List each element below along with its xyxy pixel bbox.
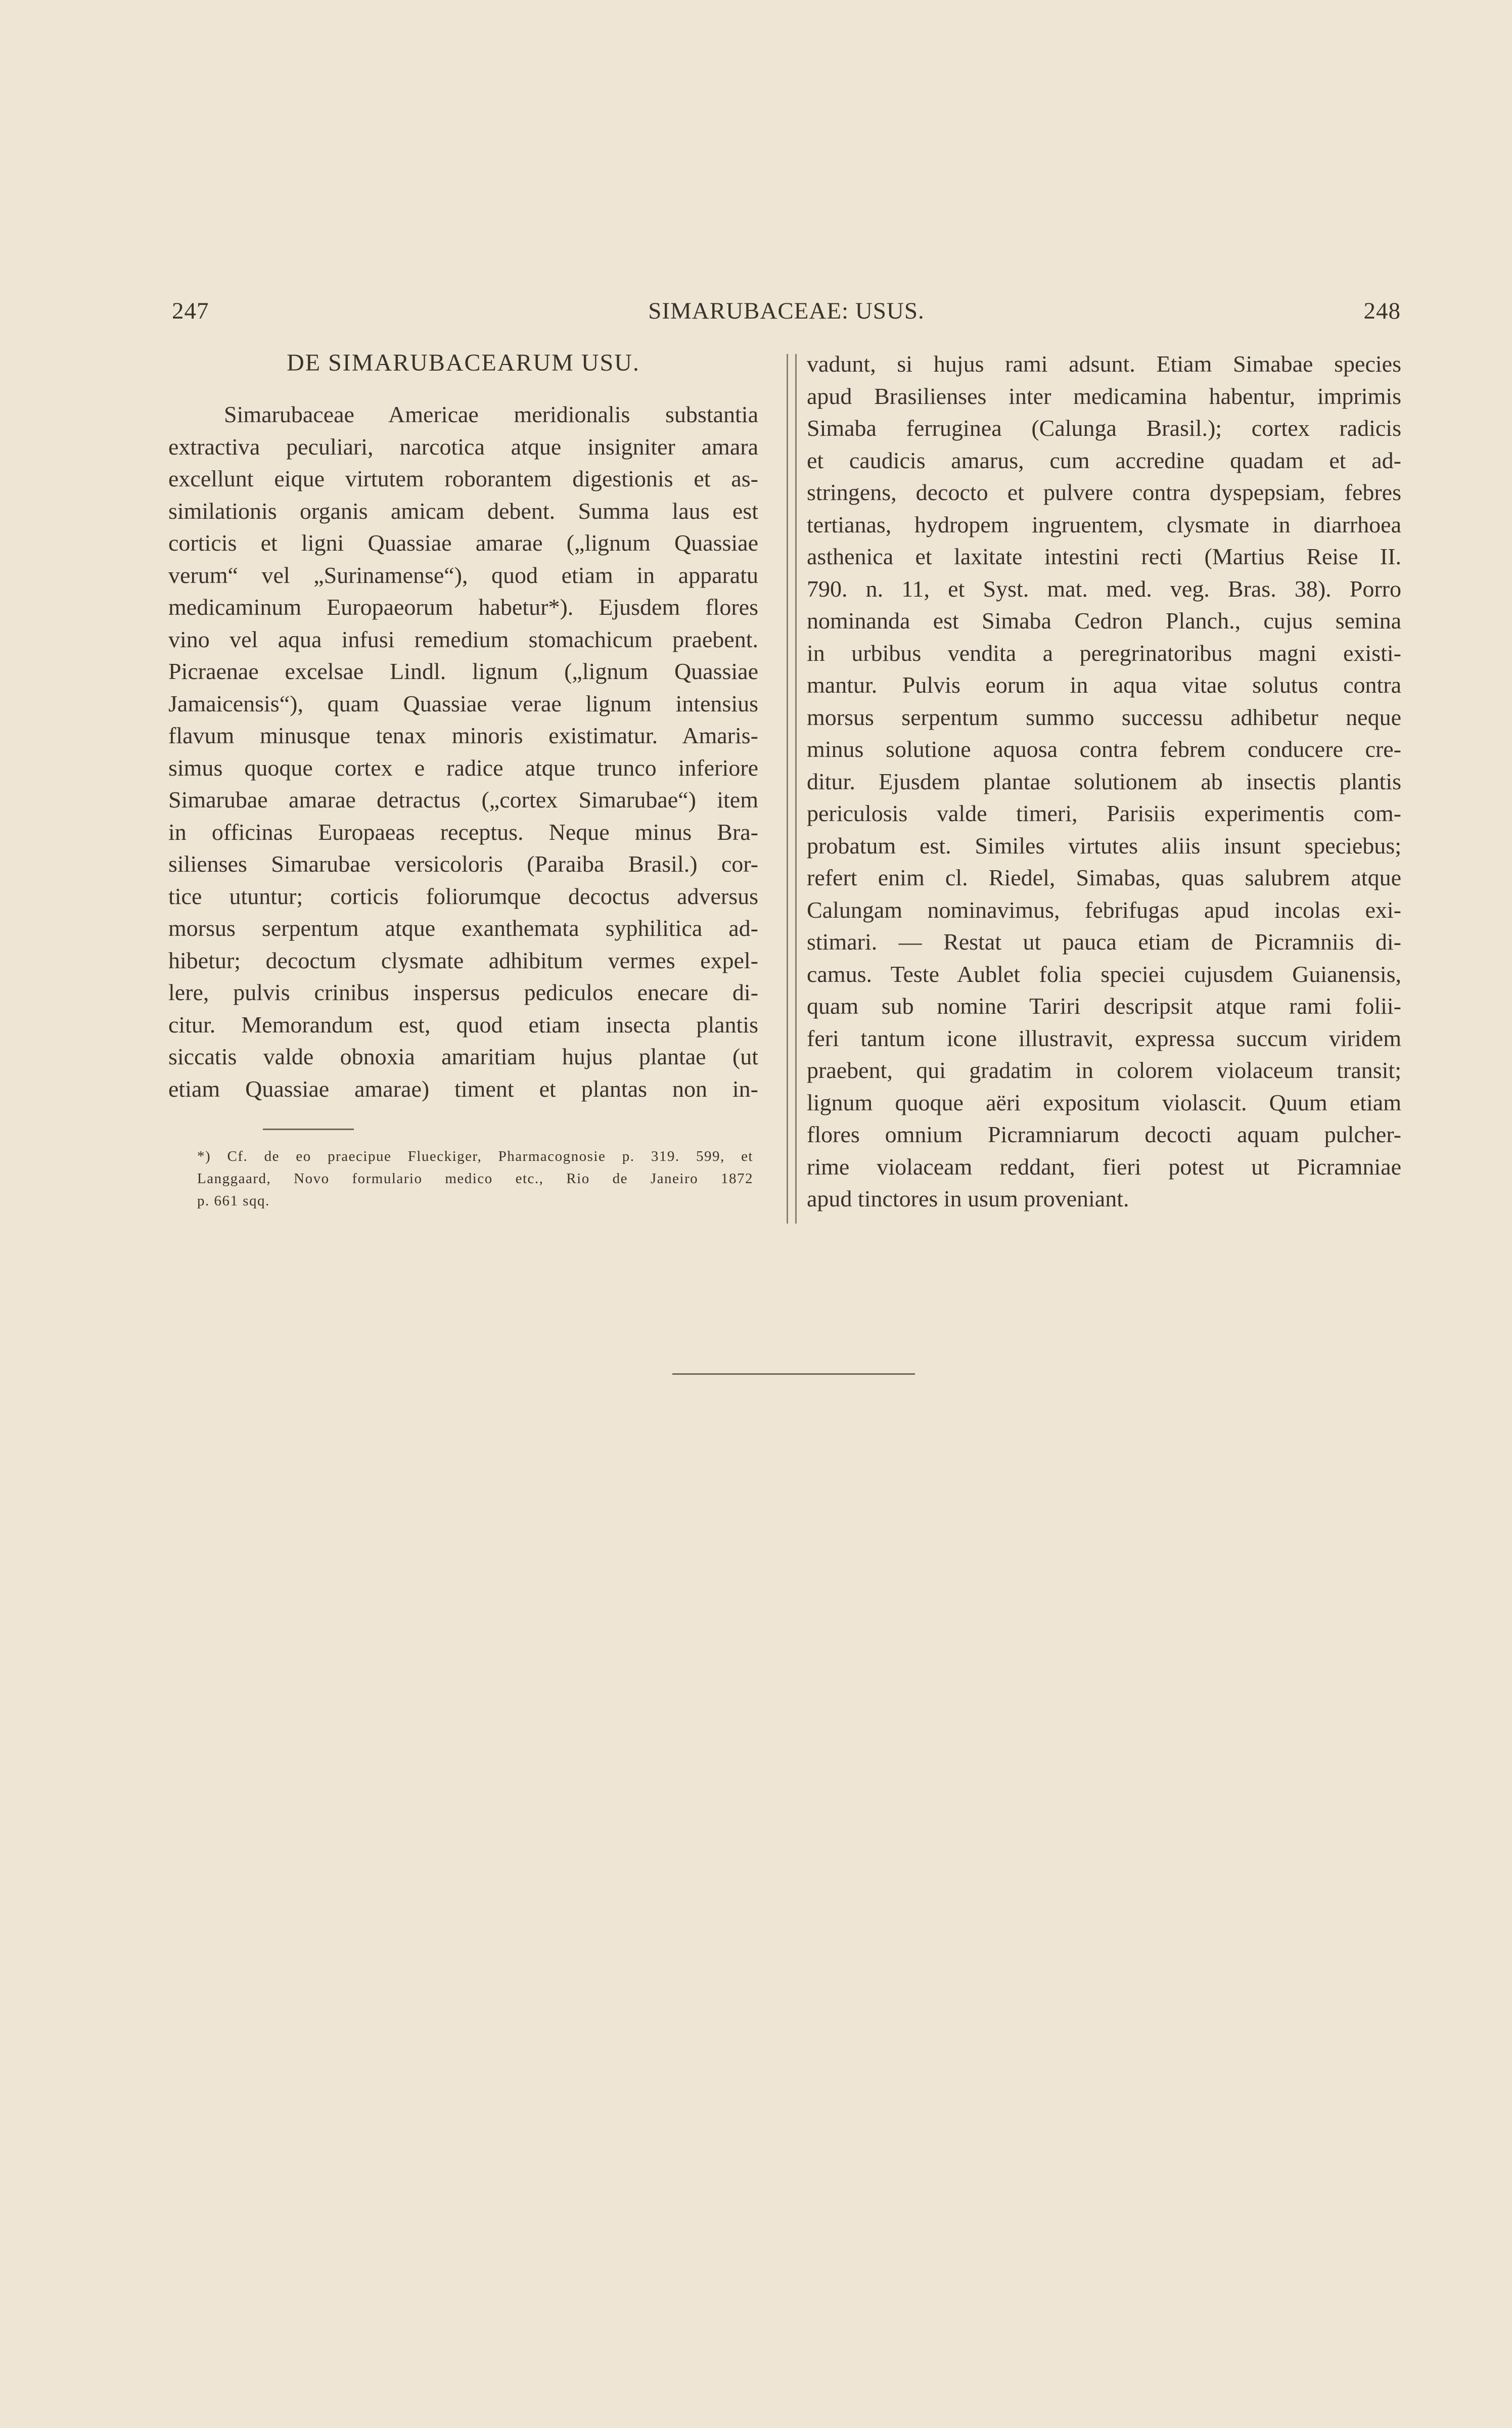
text-line: apud Brasilienses inter medicamina habentur, imprimis xyxy=(807,383,1401,409)
footnote-line: p. 661 sqq. xyxy=(197,1193,270,1209)
text-line: in urbibus vendita a peregrinatoribus magni existi- xyxy=(807,640,1401,666)
text-line: flores omnium Picramniarum decocti aquam pulcher- xyxy=(807,1121,1401,1147)
text-line: siccatis valde obnoxia amaritiam hujus plantae (ut xyxy=(168,1044,758,1069)
text-line: periculosis valde timeri, Parisiis experimentis com- xyxy=(807,800,1401,826)
text-line: stimari. — Restat ut pauca etiam de Picramniis di- xyxy=(807,929,1401,955)
end-rule xyxy=(672,1373,915,1375)
text-line: vadunt, si hujus rami adsunt. Etiam Simabae species xyxy=(807,351,1401,377)
text-line: 790. n. 11, et Syst. mat. med. veg. Bras. 38). Porro xyxy=(807,575,1401,602)
column-divider xyxy=(787,354,797,1224)
text-line: ditur. Ejusdem plantae solutionem ab insectis plantis xyxy=(807,768,1401,794)
text-line: extractiva peculiari, narcotica atque insigniter amara xyxy=(168,433,758,460)
text-line: probatum est. Similes virtutes aliis insunt speciebus; xyxy=(807,832,1401,859)
text-line: corticis et ligni Quassiae amarae („lignum Quassiae xyxy=(168,530,758,556)
text-line: medicaminum Europaeorum habetur*). Ejusdem flores xyxy=(168,594,758,620)
text-line: flavum minusque tenax minoris existimatur. Amaris- xyxy=(168,723,758,748)
text-line: refert enim cl. Riedel, Simabas, quas salubrem atque xyxy=(807,865,1401,890)
left-column xyxy=(168,348,758,1105)
text-line: similationis organis amicam debent. Summa laus est xyxy=(168,498,758,524)
footnote-line: Langgaard, Novo formulario medico etc., Rio de Janeiro 1872 xyxy=(197,1171,753,1187)
text-line: in officinas Europaeas receptus. Neque minus Bra- xyxy=(168,819,758,845)
text-line: lignum quoque aëri expositum violascit. Quum etiam xyxy=(807,1089,1401,1115)
footnote-rule xyxy=(263,1129,354,1130)
text-line: tertianas, hydropem ingruentem, clysmate in diarrhoea xyxy=(807,511,1401,537)
footnote-line: *) Cf. de eo praecipue Flueckiger, Pharmacognosie p. 319. 599, et xyxy=(197,1148,753,1164)
text-line: nominanda est Simaba Cedron Planch., cujus semina xyxy=(807,608,1401,634)
text-line: etiam Quassiae amarae) timent et plantas non in- xyxy=(168,1075,758,1102)
text-line: camus. Teste Aublet folia speciei cujusdem Guianensis, xyxy=(807,961,1401,987)
text-line: tice utuntur; corticis foliorumque decoctus adversus xyxy=(168,883,758,909)
body-paragraph xyxy=(807,348,1401,1215)
page-number-left: 247 xyxy=(172,298,209,324)
text-line: et caudicis amarus, cum accredine quadam et ad- xyxy=(807,447,1401,473)
body-paragraph xyxy=(168,398,758,1105)
text-line: quam sub nomine Tariri descripsit atque rami folii- xyxy=(807,993,1401,1019)
right-column xyxy=(807,348,1401,1215)
text-line: asthenica et laxitate intestini recti (Martius Reise II. xyxy=(807,544,1401,569)
text-line: lere, pulvis crinibus inspersus pediculos enecare di- xyxy=(168,979,758,1005)
text-line: Calungam nominavimus, febrifugas apud incolas exi- xyxy=(807,896,1401,923)
text-line: feri tantum icone illustravit, expressa succum viridem xyxy=(807,1025,1401,1051)
page-number-right: 248 xyxy=(1363,298,1401,324)
text-line: Simaba ferruginea (Calunga Brasil.); cortex radicis xyxy=(807,415,1401,441)
page-header xyxy=(172,296,1401,331)
footnote xyxy=(197,1145,753,1212)
text-line: morsus serpentum atque exanthemata syphilitica ad- xyxy=(168,915,758,941)
running-title: SIMARUBACEAE: USUS. xyxy=(648,298,925,324)
text-line: stringens, decocto et pulvere contra dyspepsiam, febres xyxy=(807,479,1401,505)
text-line: morsus serpentum summo successu adhibetur neque xyxy=(807,704,1401,730)
text-line: simus quoque cortex e radice atque trunco inferiore xyxy=(168,754,758,781)
text-line: silienses Simarubae versicoloris (Paraiba Brasil.) cor- xyxy=(168,851,758,877)
text-line: vino vel aqua infusi remedium stomachicum praebent. xyxy=(168,626,758,652)
text-line: verum“ vel „Surinamense“), quod etiam in apparatu xyxy=(168,562,758,588)
text-line: Jamaicensis“), quam Quassiae verae lignum intensius xyxy=(168,690,758,716)
text-line: mantur. Pulvis eorum in aqua vitae solutus contra xyxy=(807,672,1401,698)
text-line: hibetur; decoctum clysmate adhibitum vermes expel- xyxy=(168,947,758,973)
text-line: Simarubaceae Americae meridionalis substantia xyxy=(224,401,758,427)
text-line: citur. Memorandum est, quod etiam insecta plantis xyxy=(168,1011,758,1038)
text-line: minus solutione aquosa contra febrem conducere cre- xyxy=(807,736,1401,762)
text-line: praebent, qui gradatim in colorem violaceum transit; xyxy=(807,1057,1401,1083)
text-line: rime violaceam reddant, fieri potest ut Picramniae xyxy=(807,1153,1401,1180)
section-title: DE SIMARUBACEARUM USU. xyxy=(287,349,640,376)
text-line: apud tinctores in usum proveniant. xyxy=(807,1186,1129,1211)
text-line: Picraenae excelsae Lindl. lignum („lignum Quassiae xyxy=(168,658,758,684)
text-line: excellunt eique virtutem roborantem digestionis et as- xyxy=(168,466,758,491)
text-line: Simarubae amarae detractus („cortex Simarubae“) item xyxy=(168,787,758,813)
